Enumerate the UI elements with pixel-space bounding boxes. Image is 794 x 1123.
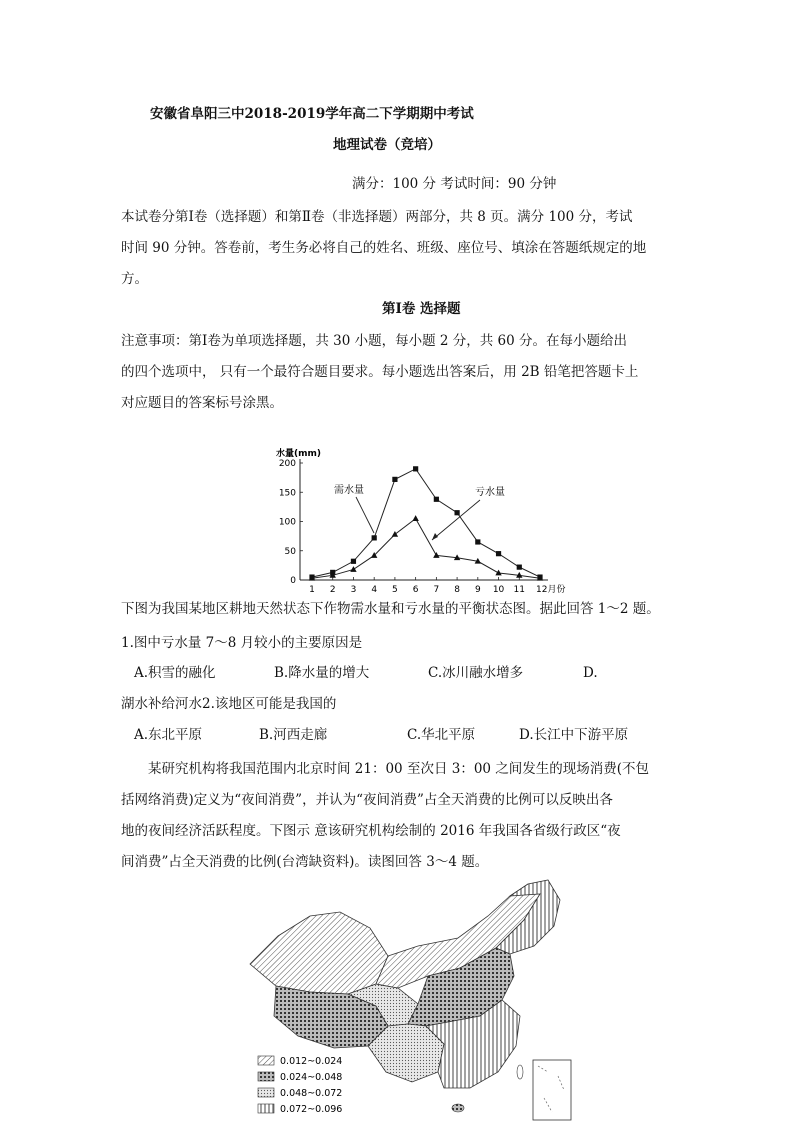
- x-tick-label: 9: [474, 585, 481, 595]
- note-line-3: 对应题目的答案标号涂黑。: [121, 395, 283, 411]
- data-point-demand: [496, 551, 501, 556]
- x-tick-label: 4: [371, 585, 378, 595]
- stem-q1-2: 下图为我国某地区耕地天然状态下作物需水量和亏水量的平衡状态图。据此回答 1～2 题。: [121, 601, 660, 617]
- q1-option-b[interactable]: B.降水量的增大: [274, 665, 370, 681]
- q2-option-d[interactable]: D.长江中下游平原: [519, 727, 629, 743]
- data-point-deficit: [350, 566, 356, 572]
- series-label-demand: 需水量: [334, 485, 364, 496]
- data-point-deficit: [495, 570, 501, 576]
- intro-line-1: 本试卷分第Ⅰ卷（选择题）和第Ⅱ卷（非选择题）两部分，共 8 页。满分 100 分，考试: [121, 209, 633, 225]
- y-tick-label: 100: [278, 517, 296, 528]
- y-tick-label: 0: [290, 576, 296, 586]
- data-point-demand: [351, 559, 356, 564]
- x-tick-label: 1: [309, 585, 315, 595]
- exam-subject-title: 地理试卷（竞培）: [333, 137, 441, 153]
- stem-q3-4-line-4: 间消费”占全天消费的比例(台湾缺资料)。读图回答 3～4 题。: [121, 854, 489, 870]
- china-night-consumption-map: [248, 876, 578, 1123]
- data-point-deficit: [392, 531, 398, 537]
- note-line-2: 的四个选项中， 只有一个最符合题目要求。每小题选出答案后，用 2B 铅笔把答题卡上: [121, 364, 639, 380]
- arrowhead-deficit: [432, 533, 438, 540]
- x-tick-label: 11: [513, 585, 525, 595]
- legend-label-3: 0.048~0.072: [280, 1088, 343, 1099]
- y-tick-label: 200: [278, 459, 296, 469]
- q1-d-and-question-2: 湖水补给河水2.该地区可能是我国的: [121, 696, 337, 712]
- legend-swatch-1: [258, 1056, 274, 1065]
- question-1: 1.图中亏水量 7～8 月较小的主要原因是: [121, 635, 363, 651]
- x-tick-label: 2: [329, 585, 336, 595]
- legend-label-2: 0.024~0.048: [280, 1072, 343, 1083]
- y-tick-label: 150: [278, 488, 296, 499]
- legend-label-1: 0.012~0.024: [280, 1056, 343, 1067]
- south-china-sea-inset: [533, 1060, 571, 1120]
- map-region-taiwan: [517, 1065, 523, 1079]
- q2-option-c[interactable]: C.华北平原: [407, 727, 476, 743]
- water-balance-chart: [270, 442, 580, 600]
- annotation-arrow-demand: [356, 497, 374, 533]
- q2-option-a[interactable]: A.东北平原: [134, 727, 203, 743]
- legend-label-4: 0.072~0.096: [280, 1104, 343, 1115]
- data-point-demand: [372, 535, 377, 540]
- x-tick-label: 5: [392, 585, 398, 595]
- x-tick-label: 10: [492, 585, 505, 595]
- x-tick-label: 12月份: [536, 585, 566, 595]
- note-line-1: 注意事项：第Ⅰ卷为单项选择题，共 30 小题，每小题 2 分，共 60 分。在每小题给出: [121, 333, 628, 349]
- q2-option-b[interactable]: B.河西走廊: [259, 727, 328, 743]
- intro-line-3: 方。: [121, 271, 148, 287]
- legend-swatch-4: [258, 1104, 274, 1113]
- score-time: 满分：100 分 考试时间：90 分钟: [352, 176, 557, 192]
- data-point-demand: [434, 497, 439, 502]
- map-region-hainan: [452, 1104, 464, 1112]
- stem-q3-4-line-2: 括网络消费)定义为“夜间消费”，并认为“夜间消费”占全天消费的比例可以反映出各: [121, 792, 613, 808]
- map-region-xinjiang: [250, 912, 388, 994]
- legend-swatch-3: [258, 1088, 274, 1097]
- data-point-demand: [517, 565, 522, 570]
- data-point-demand: [413, 466, 418, 471]
- legend-swatch-2: [258, 1072, 274, 1081]
- data-point-demand: [475, 539, 480, 544]
- data-point-demand: [392, 477, 397, 482]
- annotation-arrow-deficit: [432, 500, 480, 540]
- stem-q3-4-line-3: 地的夜间经济活跃程度。下图示 意该研究机构绘制的 2016 年我国各省级行政区“夜: [121, 823, 621, 839]
- x-tick-label: 7: [433, 585, 440, 595]
- intro-line-2: 时间 90 分钟。答卷前，考生务必将自己的姓名、班级、座位号、填涂在答题纸规定的地: [121, 240, 647, 256]
- x-tick-label: 8: [454, 585, 460, 595]
- q1-option-a[interactable]: A.积雪的融化: [134, 665, 216, 681]
- q1-option-c[interactable]: C.冰川融水增多: [428, 665, 524, 681]
- data-point-demand: [454, 510, 459, 515]
- q1-option-d[interactable]: D.: [583, 665, 598, 681]
- x-tick-label: 6: [412, 585, 419, 595]
- series-line-deficit: [312, 519, 540, 579]
- map-legend: [258, 1056, 342, 1115]
- stem-q3-4-line-1: 某研究机构将我国范围内北京时间 21：00 至次日 3：00 之间发生的现场消费(不包: [148, 761, 650, 777]
- exam-school-title: 安徽省阜阳三中2018-2019学年高二下学期期中考试: [150, 106, 474, 122]
- x-tick-label: 3: [350, 585, 357, 595]
- data-point-deficit: [412, 515, 418, 521]
- y-tick-label: 50: [284, 546, 296, 557]
- chart-ylabel: 水量(mm): [276, 449, 321, 459]
- series-label-deficit: 亏水量: [475, 487, 505, 498]
- data-point-deficit: [433, 552, 439, 558]
- section-title: 第Ⅰ卷 选择题: [382, 301, 461, 317]
